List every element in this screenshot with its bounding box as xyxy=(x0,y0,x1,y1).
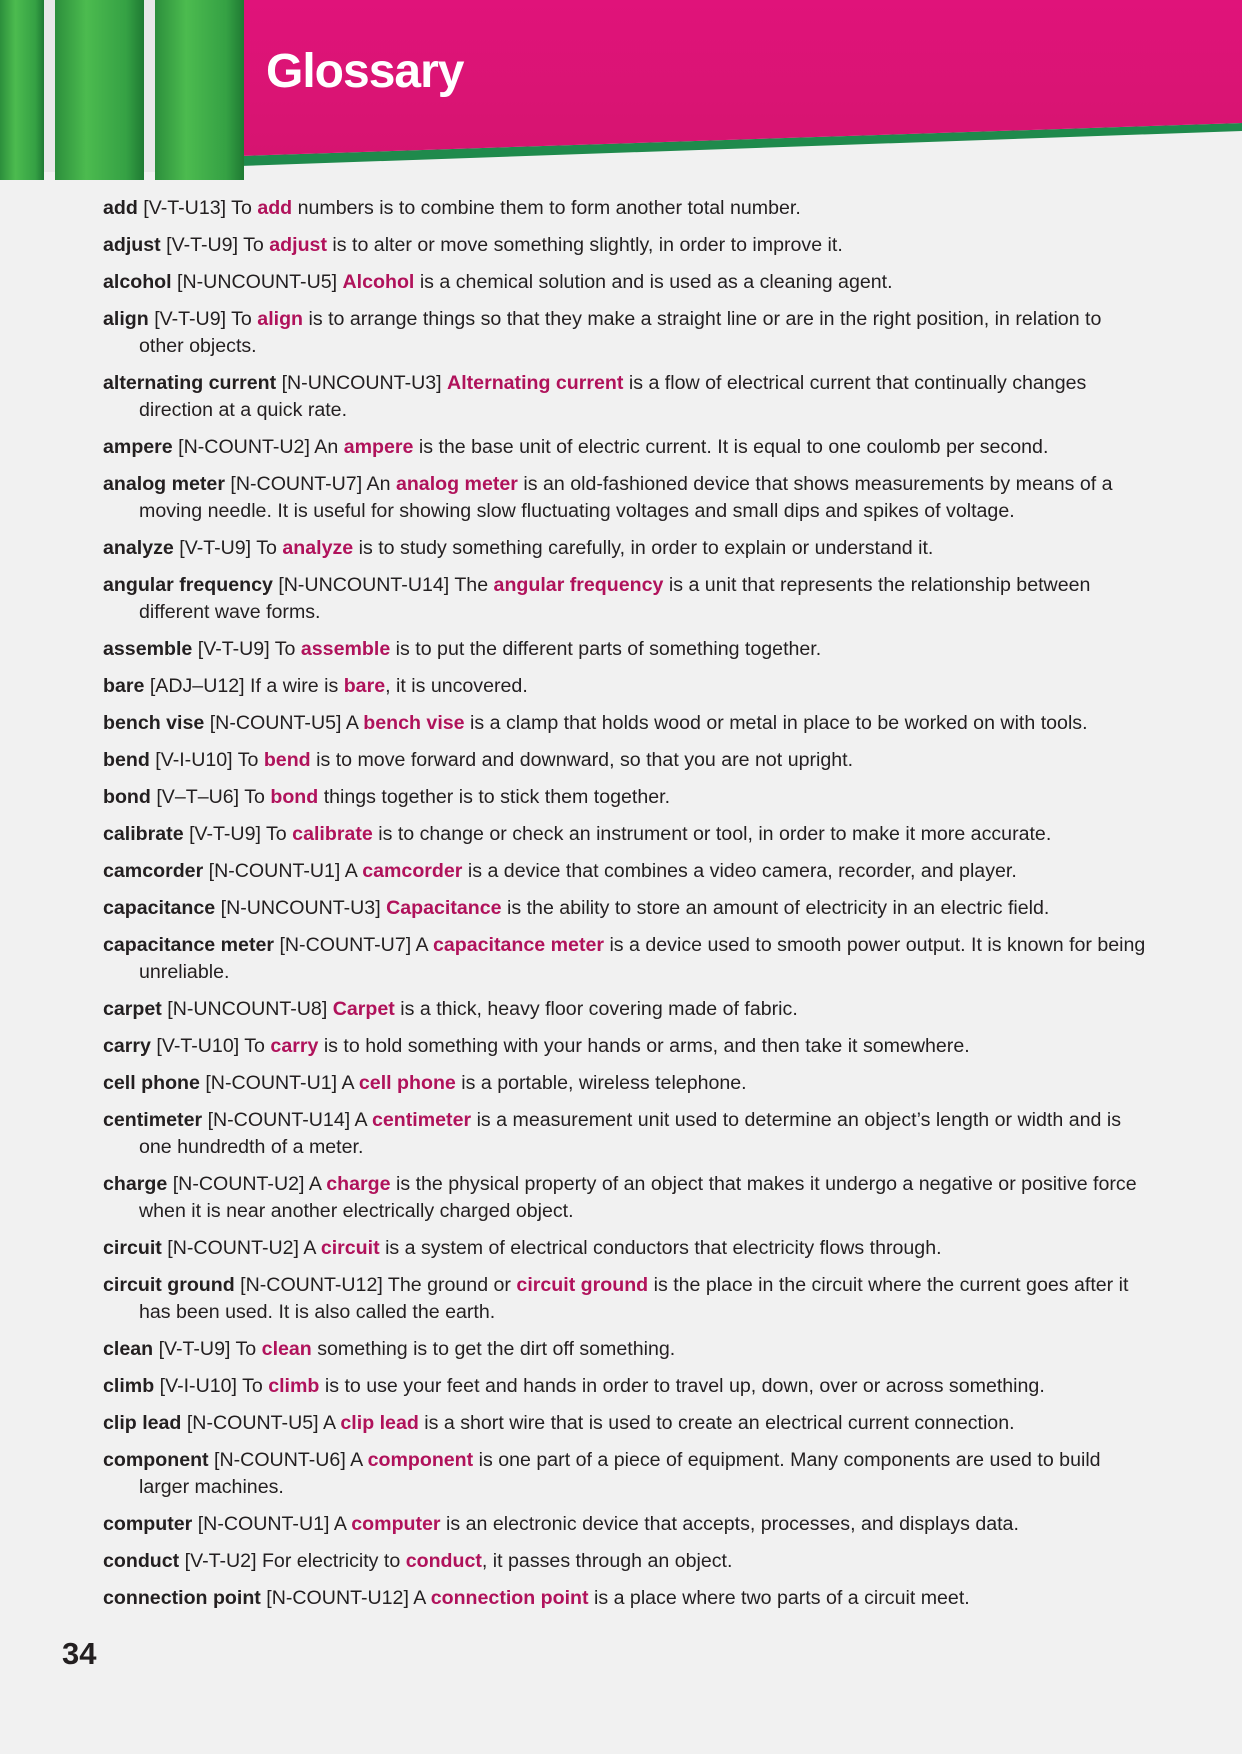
entry-highlighted-term: camcorder xyxy=(362,860,463,882)
entry-definition-lead: To xyxy=(274,638,296,660)
entry-definition-lead: For electricity to xyxy=(261,1550,401,1572)
entry-part-of-speech: [N-COUNT-U2] xyxy=(167,1237,299,1259)
entry-part-of-speech: [V-T-U9] xyxy=(189,823,261,845)
entry-definition: is a thick, heavy floor covering made of fabric. xyxy=(400,998,798,1020)
entry-definition-lead: A xyxy=(415,934,428,956)
entry-definition-lead: An xyxy=(314,436,339,458)
entry-part-of-speech: [V-I-U10] xyxy=(159,1375,237,1397)
entry-term: bench vise xyxy=(103,712,205,734)
entry-highlighted-term: capacitance meter xyxy=(433,934,604,956)
glossary-entry xyxy=(103,895,1148,922)
entry-highlighted-term: Carpet xyxy=(332,998,395,1020)
entry-term: alternating current xyxy=(103,372,277,394)
entry-definition-lead: To xyxy=(231,197,252,219)
entry-definition: is a chemical solution and is used as a cleaning agent. xyxy=(419,271,893,293)
entry-highlighted-term: bench vise xyxy=(363,712,465,734)
glossary-entry xyxy=(103,1235,1148,1262)
entry-highlighted-term: computer xyxy=(351,1513,441,1535)
entry-highlighted-term: analog meter xyxy=(395,473,518,495)
glossary-entry xyxy=(103,269,1148,296)
entry-definition: is to put the different parts of something together. xyxy=(395,638,822,660)
entry-definition-lead: A xyxy=(344,860,357,882)
entry-part-of-speech: [N-COUNT-U1] xyxy=(208,860,341,882)
entry-definition: is to change or check an instrument or tool, in order to make it more accurate. xyxy=(378,823,1052,845)
entry-term: circuit xyxy=(103,1237,162,1259)
glossary-entry xyxy=(103,1447,1148,1501)
glossary-entry xyxy=(103,821,1148,848)
entry-highlighted-term: Alternating current xyxy=(447,372,624,394)
entry-part-of-speech: [V-I-U10] xyxy=(155,749,233,771)
entry-highlighted-term: component xyxy=(367,1449,474,1471)
entry-definition-lead: To xyxy=(237,749,259,771)
glossary-entry xyxy=(103,932,1148,986)
entry-highlighted-term: bond xyxy=(270,786,319,808)
entry-definition: is a clamp that holds wood or metal in place to be worked on with tools. xyxy=(470,712,1088,734)
entry-part-of-speech: [N-COUNT-U5] xyxy=(186,1412,319,1434)
glossary-entry xyxy=(103,1272,1148,1326)
glossary-entry xyxy=(103,471,1148,525)
entry-definition: is to alter or move something slightly, in order to improve it. xyxy=(332,234,843,256)
entry-term: capacitance meter xyxy=(103,934,274,956)
entry-definition-lead: To xyxy=(256,537,277,559)
entry-term: capacitance xyxy=(103,897,216,919)
header-banner-graphic xyxy=(0,0,1242,182)
entry-highlighted-term: Capacitance xyxy=(386,897,502,919)
entry-definition: is an old-fashioned device that shows measurements by means of a moving needle. It is useful for showing slow fluctuating voltages and small dips and spikes of voltage. xyxy=(139,473,1113,522)
entry-term: climb xyxy=(103,1375,155,1397)
glossary-entry xyxy=(103,232,1148,259)
glossary-entry xyxy=(103,1548,1148,1575)
entry-highlighted-term: Alcohol xyxy=(342,271,415,293)
entry-highlighted-term: connection point xyxy=(430,1587,589,1609)
glossary-entry xyxy=(103,1033,1148,1060)
entry-definition: is a short wire that is used to create an electrical current connection. xyxy=(424,1412,1015,1434)
entry-part-of-speech: [N-UNCOUNT-U5] xyxy=(177,271,338,293)
entry-definition: is a unit that represents the relationship between different wave forms. xyxy=(139,574,1091,623)
entry-part-of-speech: [N-UNCOUNT-U14] xyxy=(278,574,450,596)
entry-definition: is a device that combines a video camera, recorder, and player. xyxy=(467,860,1017,882)
glossary-entry xyxy=(103,1410,1148,1437)
entry-term: carpet xyxy=(103,998,162,1020)
entry-highlighted-term: clean xyxy=(261,1338,312,1360)
entry-part-of-speech: [N-COUNT-U1] xyxy=(205,1072,338,1094)
glossary-entry xyxy=(103,195,1148,222)
entry-part-of-speech: [N-COUNT-U7] xyxy=(279,934,412,956)
glossary-entry xyxy=(103,1107,1148,1161)
entry-definition: is a portable, wireless telephone. xyxy=(461,1072,747,1094)
entry-highlighted-term: bend xyxy=(263,749,311,771)
entry-part-of-speech: [V-T-U10] xyxy=(156,1035,240,1057)
entry-part-of-speech: [N-UNCOUNT-U3] xyxy=(281,372,442,394)
entry-highlighted-term: align xyxy=(257,308,304,330)
entry-definition-lead: A xyxy=(303,1237,316,1259)
glossary-entry xyxy=(103,636,1148,663)
glossary-entry xyxy=(103,434,1148,461)
entry-highlighted-term: charge xyxy=(326,1173,391,1195)
entry-definition-lead: The xyxy=(454,574,489,596)
entry-definition-lead: A xyxy=(308,1173,321,1195)
entry-definition-lead: A xyxy=(341,1072,354,1094)
glossary-entry xyxy=(103,572,1148,626)
entry-definition-lead: A xyxy=(354,1109,367,1131)
entry-definition: is a measurement unit used to determine an object’s length or width and is one hundredth of a meter. xyxy=(139,1109,1121,1158)
entry-definition: is the physical property of an object that makes it undergo a negative or positive force when it is near another electrically charged object. xyxy=(139,1173,1137,1222)
entry-highlighted-term: analyze xyxy=(282,537,354,559)
entry-definition: is a place where two parts of a circuit meet. xyxy=(594,1587,970,1609)
glossary-entry xyxy=(103,673,1148,700)
glossary-entry xyxy=(103,370,1148,424)
entry-part-of-speech: [N-COUNT-U12] xyxy=(240,1274,383,1296)
entry-definition: is to hold something with your hands or arms, and then take it somewhere. xyxy=(323,1035,970,1057)
entry-highlighted-term: clip lead xyxy=(340,1412,419,1434)
entry-definition-lead: To xyxy=(242,1375,263,1397)
entry-highlighted-term: cell phone xyxy=(358,1072,456,1094)
entry-term: bond xyxy=(103,786,151,808)
entry-part-of-speech: [ADJ–U12] xyxy=(149,675,245,697)
entry-part-of-speech: [V-T-U9] xyxy=(166,234,239,256)
entry-term: clean xyxy=(103,1338,154,1360)
entry-definition: , it is uncovered. xyxy=(385,675,528,697)
entry-definition-lead: A xyxy=(345,712,358,734)
page-title: Glossary xyxy=(266,45,464,98)
entry-part-of-speech: [N-COUNT-U2] xyxy=(172,1173,305,1195)
glossary-entry xyxy=(103,1171,1148,1225)
entry-term: alcohol xyxy=(103,271,172,293)
entry-term: ampere xyxy=(103,436,173,458)
entry-definition: something is to get the dirt off something. xyxy=(317,1338,676,1360)
entry-part-of-speech: [N-COUNT-U2] xyxy=(178,436,310,458)
entry-definition: is the base unit of electric current. It is equal to one coulomb per second. xyxy=(418,436,1049,458)
entry-highlighted-term: climb xyxy=(268,1375,320,1397)
glossary-entry xyxy=(103,996,1148,1023)
glossary-entry xyxy=(103,306,1148,360)
glossary-entry xyxy=(103,1511,1148,1538)
entry-part-of-speech: [N-COUNT-U7] xyxy=(230,473,363,495)
glossary-entries xyxy=(103,195,1148,1622)
entry-highlighted-term: centimeter xyxy=(372,1109,472,1131)
entry-term: charge xyxy=(103,1173,168,1195)
entry-definition: things together is to stick them together. xyxy=(323,786,671,808)
entry-part-of-speech: [V-T-U13] xyxy=(143,197,227,219)
entry-term: cell phone xyxy=(103,1072,200,1094)
glossary-entry xyxy=(103,747,1148,774)
entry-definition-lead: To xyxy=(244,1035,265,1057)
entry-definition: is the ability to store an amount of electricity in an electric field. xyxy=(507,897,1050,919)
glossary-entry xyxy=(103,1585,1148,1612)
entry-highlighted-term: angular frequency xyxy=(493,574,664,596)
entry-definition: is a flow of electrical current that continually changes direction at a quick rate. xyxy=(139,372,1087,421)
entry-part-of-speech: [N-COUNT-U5] xyxy=(209,712,342,734)
entry-part-of-speech: [N-UNCOUNT-U3] xyxy=(220,897,381,919)
entry-highlighted-term: circuit ground xyxy=(516,1274,649,1296)
entry-term: conduct xyxy=(103,1550,180,1572)
glossary-entry xyxy=(103,1070,1148,1097)
entry-term: clip lead xyxy=(103,1412,182,1434)
entry-term: bend xyxy=(103,749,150,771)
entry-term: computer xyxy=(103,1513,193,1535)
entry-definition-lead: To xyxy=(244,786,265,808)
entry-definition-lead: To xyxy=(231,308,252,330)
entry-definition-lead: A xyxy=(350,1449,363,1471)
entry-definition: is to use your feet and hands in order to travel up, down, over or across something. xyxy=(324,1375,1045,1397)
entry-term: component xyxy=(103,1449,209,1471)
entry-definition: numbers is to combine them to form another total number. xyxy=(297,197,801,219)
glossary-entry xyxy=(103,710,1148,737)
entry-highlighted-term: adjust xyxy=(269,234,327,256)
entry-term: camcorder xyxy=(103,860,204,882)
entry-definition: is a device used to smooth power output. It is known for being unreliable. xyxy=(139,934,1146,983)
entry-definition: is the place in the circuit where the current goes after it has been used. It is also called the earth. xyxy=(139,1274,1129,1323)
entry-definition: is an electronic device that accepts, processes, and displays data. xyxy=(446,1513,1019,1535)
entry-highlighted-term: carry xyxy=(270,1035,319,1057)
entry-definition: is to move forward and downward, so that you are not upright. xyxy=(316,749,854,771)
entry-definition-lead: If a wire is xyxy=(250,675,339,697)
glossary-entry xyxy=(103,1373,1148,1400)
entry-term: connection point xyxy=(103,1587,261,1609)
entry-definition-lead: An xyxy=(366,473,391,495)
page-number: 34 xyxy=(62,1636,97,1671)
entry-definition: is to arrange things so that they make a straight line or are in the right position, in relation to other objects. xyxy=(139,308,1102,357)
page-header xyxy=(0,0,1242,182)
entry-definition-lead: A xyxy=(322,1412,335,1434)
entry-term: align xyxy=(103,308,149,330)
entry-term: calibrate xyxy=(103,823,184,845)
entry-highlighted-term: ampere xyxy=(343,436,414,458)
entry-term: centimeter xyxy=(103,1109,203,1131)
entry-term: adjust xyxy=(103,234,161,256)
entry-highlighted-term: conduct xyxy=(405,1550,482,1572)
glossary-entry xyxy=(103,535,1148,562)
entry-definition-lead: A xyxy=(413,1587,426,1609)
entry-term: angular frequency xyxy=(103,574,273,596)
entry-term: circuit ground xyxy=(103,1274,235,1296)
entry-term: analog meter xyxy=(103,473,225,495)
entry-definition: , it passes through an object. xyxy=(481,1550,733,1572)
entry-part-of-speech: [N-COUNT-U6] xyxy=(214,1449,346,1471)
entry-part-of-speech: [N-COUNT-U1] xyxy=(197,1513,330,1535)
entry-highlighted-term: add xyxy=(257,197,293,219)
entry-definition-lead: A xyxy=(333,1513,346,1535)
entry-term: bare xyxy=(103,675,145,697)
entry-definition-lead: To xyxy=(243,234,264,256)
glossary-entry xyxy=(103,1336,1148,1363)
entry-highlighted-term: assemble xyxy=(300,638,391,660)
glossary-entry xyxy=(103,784,1148,811)
entry-highlighted-term: circuit xyxy=(320,1237,380,1259)
entry-part-of-speech: [V-T-U9] xyxy=(154,308,227,330)
entry-definition-lead: To xyxy=(235,1338,257,1360)
entry-term: add xyxy=(103,197,138,219)
entry-part-of-speech: [V-T-U2] xyxy=(184,1550,257,1572)
entry-term: assemble xyxy=(103,638,193,660)
entry-term: carry xyxy=(103,1035,151,1057)
entry-part-of-speech: [V-T-U9] xyxy=(197,638,270,660)
entry-part-of-speech: [V-T-U9] xyxy=(158,1338,231,1360)
entry-definition: is to study something carefully, in order to explain or understand it. xyxy=(358,537,934,559)
entry-part-of-speech: [N-UNCOUNT-U8] xyxy=(167,998,328,1020)
entry-definition: is a system of electrical conductors that electricity flows through. xyxy=(385,1237,942,1259)
entry-term: analyze xyxy=(103,537,174,559)
entry-part-of-speech: [N-COUNT-U14] xyxy=(207,1109,351,1131)
entry-highlighted-term: calibrate xyxy=(292,823,373,845)
entry-definition: is one part of a piece of equipment. Many components are used to build larger machines. xyxy=(139,1449,1101,1498)
entry-part-of-speech: [V-T-U9] xyxy=(179,537,252,559)
entry-part-of-speech: [V–T–U6] xyxy=(156,786,240,808)
glossary-entry xyxy=(103,858,1148,885)
entry-part-of-speech: [N-COUNT-U12] xyxy=(266,1587,409,1609)
entry-highlighted-term: bare xyxy=(343,675,386,697)
entry-definition-lead: To xyxy=(266,823,287,845)
entry-definition-lead: The ground or xyxy=(387,1274,511,1296)
